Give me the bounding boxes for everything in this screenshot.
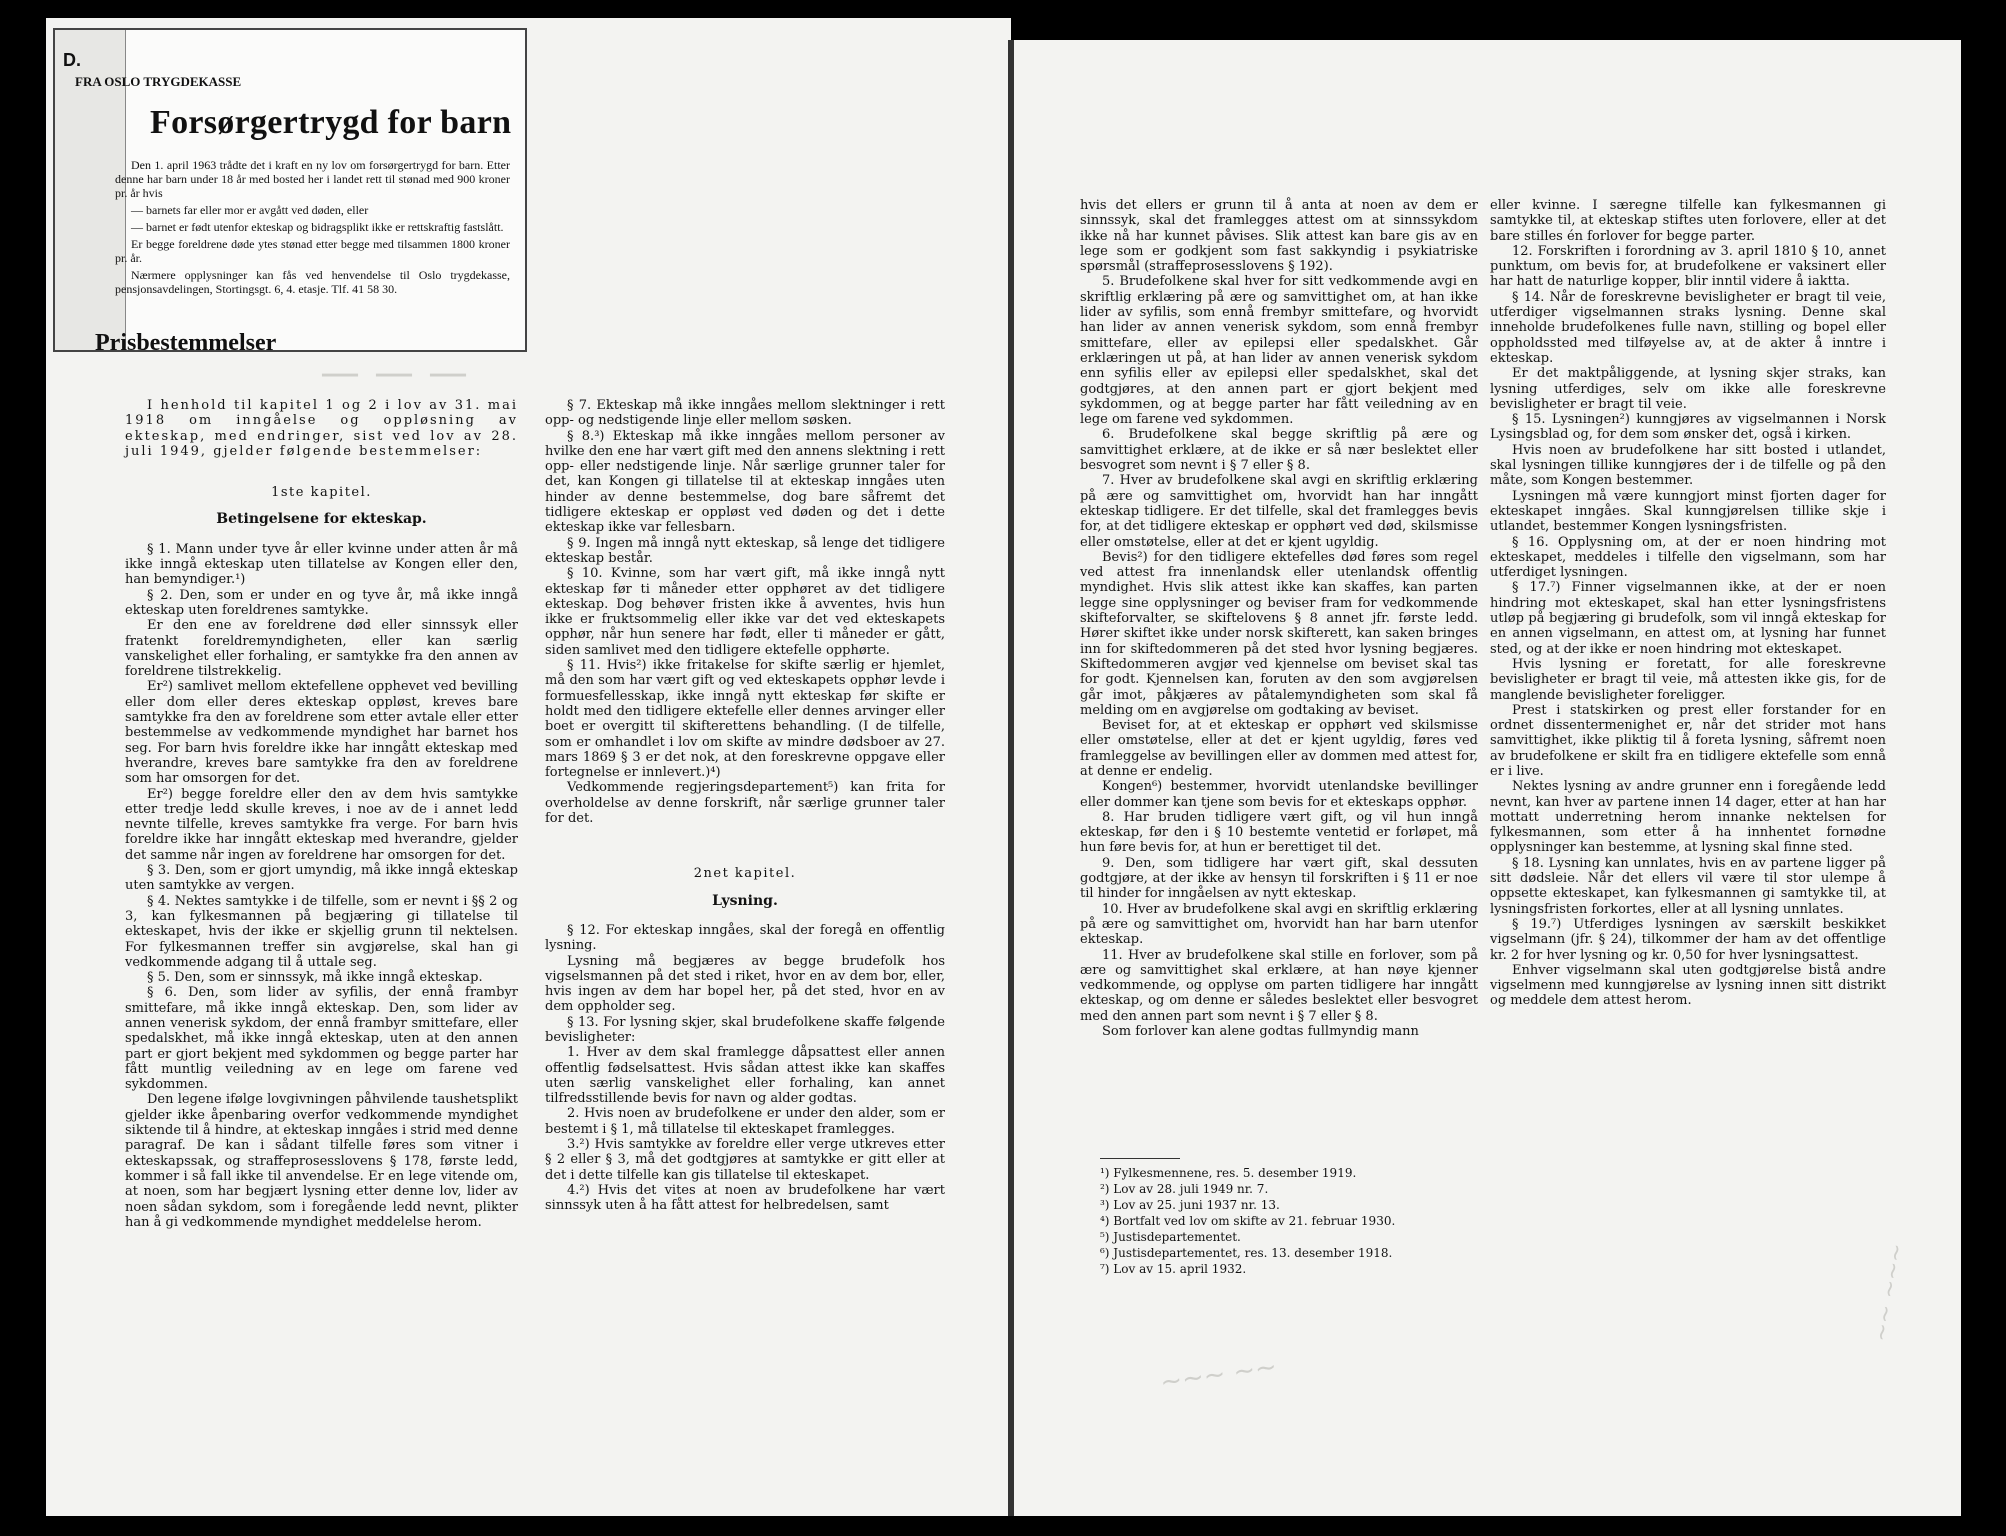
intro-paragraph: I henhold til kapitel 1 og 2 i lov av 31. mai 1918 om inngåelse og oppløsning av ekteskap, med endringer, sist ved lov av 28. juli 1949, gjelder følgende bestemmelser:: [125, 398, 518, 459]
bleed-through-handwriting: ~~~ ~~: [1158, 1351, 1279, 1399]
chapter-title: Lysning.: [712, 892, 778, 909]
paragraph: eller kvinne. I særegne tilfelle kan fylkesmannen gi samtykke til, at ekteskap stiftes uten forlovere, eller at det bare stilles én forlover for begge parter.: [1490, 198, 1886, 244]
paragraph: Prest i statskirken og prest eller forstander for en ordnet dissentermenighet er, når det strider mot hans samvittighet, ikke pliktig til å foreta lysning, såfremt noen av brudefolkene er skilt fra en tidligere ektefelle som ennå er i live.: [1490, 702, 1886, 779]
paragraph: 3.²) Hvis samtykke av foreldre eller verge utkreves etter § 2 eller § 3, må det godtgjøres at samtykke er gitt eller at det i dette tilfelle kan gis tillatelse til ekteskapet.: [545, 1137, 945, 1183]
clipping-bullet: — barnets far eller mor er avgått ved døden, eller: [131, 203, 369, 217]
newspaper-clipping: [53, 28, 527, 352]
column-4: [1490, 198, 1886, 1009]
paragraph: Vedkommende regjeringsdepartement⁵) kan frita for overholdelse av denne forskrift, når særlige grunner taler for det.: [545, 780, 945, 827]
paragraph: § 2. Den, som er under en og tyve år, må ikke inngå ekteskap uten foreldrenes samtykke.: [125, 587, 518, 618]
paragraph: 11. Hver av brudefolkene skal stille en forlover, som på ære og samvittighet skal erklære, at han nøye kjenner vedkommende, og opplyse om parten tidligere har inngått ekteskap, og om denne er således beslektet eller besvogret med den annen part som nevnt i § 7 eller § 8.: [1080, 947, 1478, 1024]
paragraph: § 5. Den, som er sinnssyk, må ikke inngå ekteskap.: [147, 970, 483, 986]
paragraph: § 7. Ekteskap må ikke inngåes mellom slektninger i rett opp- og nedstigende linje eller mellom søsken.: [545, 398, 945, 429]
paragraph: Som forlover kan alene godtas fullmyndig mann: [1102, 1024, 1419, 1040]
paragraph: 1. Hver av dem skal framlegge dåpsattest eller annen offentlig fødselsattest. Hvis sådan attest ikke kan skaffes uten særlig vanskelighet eller forhaling, kan annet tilfredsstillende bevis for navn og alder godtas.: [545, 1045, 945, 1107]
paragraph: Er den ene av foreldrene død eller sinnssyk eller fratenkt foreldremyndigheten, eller kan særlig vanskelighet eller forhaling, er samtykke fra den annen av foreldrene tilstrekkelig.: [125, 618, 518, 680]
tape-letter: D.: [63, 50, 81, 70]
chapter-heading: 2net kapitel.: [693, 866, 797, 882]
paragraph: § 15. Lysningen²) kunngjøres av vigselmannen i Norsk Lysingsblad og, for dem som ønsker det, også i kirken.: [1490, 412, 1886, 443]
paragraph: § 16. Opplysning om, at der er noen hindring mot ekteskapet, meddeles i tilfelle den vigselmann, som har utferdiget lysningen.: [1490, 534, 1886, 581]
clipping-paragraph: Den 1. april 1963 trådte det i kraft en ny lov om forsørgertrygd for barn. Etter denne har barn under 18 år med bosted her i landet rett til stønad med 900 kroner pr. år hvis: [115, 158, 510, 200]
paragraph: § 18. Lysning kan unnlates, hvis en av partene ligger på sitt dødsleie. Når det ellers vil være til stor ulempe å oppsette ekteskapet, kan fylkesmannen gi samtykke til, at lysningsfristen forkortes, eller at all lysning unnlates.: [1490, 855, 1886, 917]
paragraph: § 3. Den, som er gjort umyndig, må ikke inngå ekteskap uten samtykke av vergen.: [125, 863, 518, 894]
clipping-title: Forsørgertrygd for barn: [150, 104, 512, 141]
paragraph: § 6. Den, som lider av syfilis, der ennå frambyr smittefare, må ikke inngå ekteskap. Den, som lider av annen venerisk sykdom, der ennå frambyr smittefare, eller spedalskhet, må ikke inngå ekteskap, uten at den annen part er gjort bekjent med sykdommen og begge parter har fått muntlig veiledning av en lege om farene ved sykdommen.: [125, 985, 518, 1093]
paragraph: 7. Hver av brudefolkene skal avgi en skriftlig erklæring på ære og samvittighet om, hvorvidt han har inngått ekteskap tidligere. Er det tilfelle, skal det framlegges bevis for, at det tidligere ekteskap er opphørt ved død, skilsmisse eller omstøtelse, eller at det er kjent ugyldig.: [1080, 473, 1478, 550]
paragraph: 10. Hver av brudefolkene skal avgi en skriftlig erklæring på ære og samvittighet om, hvorvidt han har barn utenfor ekteskap.: [1080, 901, 1478, 948]
paragraph: Er det maktpåliggende, at lysning skjer straks, kan lysning utferdiges, selv om ikke alle foreskrevne bevisligheter er bragt til veie.: [1490, 366, 1886, 412]
footnote: ⁶) Justisdepartementet, res. 13. desember 1918.: [1100, 1246, 1393, 1260]
paragraph: Bevis²) for den tidligere ektefelles død føres som regel ved attest fra innenlandsk eller utenlandsk offentlig myndighet. Hvis slik attest ikke kan skaffes, kan parten legge sine opplysninger og beviser fram for vedkommende skifteforvalter, se skiftelovens § 8 annet jfr. første ledd. Hører skiftet ikke under norsk skifterett, kan saken bringes inn for skiftedommeren på det sted hvor lysning begjæres. Skiftedommeren avgjør ved kjennelse om beviset skal tas for godt. Kjennelsen kan, foruten av den som avgjørelsen går imot, påkjæres av påtalemyndigheten som skal få melding om en avgjørelse om godtaking av beviset.: [1080, 549, 1478, 718]
column-3: [1080, 198, 1478, 1039]
paragraph: Lysningen må være kunngjort minst fjorten dager for ekteskapet inngåes. Skal kunngjørelsen tillike skje i utlandet, bestemmer Kongen lysningsfristen.: [1490, 488, 1886, 535]
paragraph: 2. Hvis noen av brudefolkene er under den alder, som er bestemt i § 1, må tillatelse til ekteskapet framlegges.: [545, 1106, 945, 1137]
footnote: ⁷) Lov av 15. april 1932.: [1100, 1262, 1247, 1276]
paragraph: 9. Den, som tidligere har vært gift, skal dessuten godtgjøre, at der ikke av hensyn til forskriften i § 11 er noe til hinder for inngåelsen av nytt ekteskap.: [1080, 855, 1478, 902]
paragraph: Hvis lysning er foretatt, for alle foreskrevne bevisligheter er bragt til veie, må attesten ikke gis, for de manglende bevisligheter foreligger.: [1490, 656, 1886, 703]
paragraph: § 9. Ingen må inngå nytt ekteskap, så lenge det tidligere ekteskap består.: [545, 535, 945, 566]
footnote-rule: [1100, 1158, 1180, 1159]
paragraph: hvis det ellers er grunn til å anta at noen av dem er sinnssyk, skal det framlegges attest om at sinnssykdom ikke nå har kunnet påvises. Slik attest kan bare gis av en lege som er godkjent som fast sakkyndig i psykiatriske spørsmål (straffeprosesslovens § 192).: [1080, 198, 1478, 275]
clipping-next-heading: Prisbestemmelser: [95, 330, 277, 352]
paragraph: § 13. For lysning skjer, skal brudefolkene skaffe følgende bevisligheter:: [545, 1014, 945, 1045]
footnotes: [1100, 1165, 1460, 1277]
paragraph: § 1. Mann under tyve år eller kvinne under atten år må ikke inngå ekteskap uten tillatelse av Kongen eller den, han bemyndiger.¹): [125, 541, 518, 588]
paragraph: Beviset for, at et ekteskap er opphørt ved skilsmisse eller omstøtelse, eller at det er kjent ugyldig, føres ved framleggelse av bevillingen eller av dommen med attest for, at denne er endelig.: [1080, 718, 1478, 779]
paragraph: Er²) begge foreldre eller den av dem hvis samtykke etter tredje ledd skulle kreves, i noe av de i annet ledd nevnte tilfelle, kreves samtykke fra verge. For barn hvis foreldre ikke har inngått ekteskap med hverandre, gjelder det samme når ingen av foreldrene har omsorgen for det.: [125, 786, 518, 863]
paragraph: Kongen⁶) bestemmer, hvorvidt utenlandske bevillinger eller dommer kan tjene som bevis for et ekteskaps opphør.: [1080, 779, 1478, 810]
chapter-title: Betingelsene for ekteskap.: [216, 511, 427, 528]
bleed-through-text: ———: [320, 350, 482, 396]
paragraph: § 12. For ekteskap inngåes, skal der foregå en offentlig lysning.: [545, 922, 945, 954]
clipping-source: FRA OSLO TRYGDEKASSE: [75, 74, 242, 89]
paragraph: 12. Forskriften i forordning av 3. april 1810 § 10, annet punktum, om bevis for, at brudefolkene er vaksinert eller har hatt de naturlige kopper, blir inntil videre å iaktta.: [1490, 243, 1886, 290]
paragraph: 8. Har bruden tidligere vært gift, og vil hun inngå ekteskap, før den i § 10 bestemte ventetid er forløpet, må hun føre bevis for, at hun er berettiget til det.: [1080, 809, 1478, 856]
clipping-bullet: — barnet er født utenfor ekteskap og bidragsplikt ikke er rettskraftig fastslått.: [131, 220, 504, 234]
footnote: ¹) Fylkesmennene, res. 5. desember 1919.: [1100, 1166, 1357, 1180]
footnote: ⁴) Bortfalt ved lov om skifte av 21. februar 1930.: [1100, 1214, 1396, 1228]
book-gutter: [1008, 40, 1014, 1516]
clipping-body: [115, 158, 510, 299]
paragraph: § 19.⁷) Utferdiges lysningen av særskilt beskikket vigselmann (jfr. § 24), tilkommer der ham av det offentlige kr. 2 for hver lysning og kr. 0,50 for hver lysningsattest.: [1490, 916, 1886, 963]
paragraph: § 11. Hvis²) ikke fritakelse for skifte særlig er hjemlet, må den som har vært gift og ved ekteskapets opphør levde i formuesfellesskap, ikke inngå nytt ekteskap før skifte er holdt med den tidligere ektefelle eller dennes arvinger eller boet er overgitt til skifterettens behandling. (I de tilfelle, som er omhandlet i lov om skifte av mindre dødsboer av 27. mars 1869 § 3 er det nok, at den foreskrevne oppgave eller fortegnelse er innlevert.)⁴): [545, 658, 945, 781]
footnote: ⁵) Justisdepartementet.: [1100, 1230, 1241, 1244]
column-2: [545, 398, 945, 1214]
footnote: ³) Lov av 25. juni 1937 nr. 13.: [1100, 1198, 1280, 1212]
paragraph: 5. Brudefolkene skal hver for sitt vedkommende avgi en skriftlig erklæring på ære og samvittighet om, at han ikke lider av syfilis, som ennå frembyr smittefare, og hvorvidt han lider av annen venerisk sykdom, som ennå frembyr smittefare, eller av epilepsi eller spedalskhet. Går erklæringen ut på, at han lider av annen venerisk sykdom enn syfilis eller av epilepsi eller spedalskhet, skal det godtgjøres, at den annen part er gjort bekjent med sykdommen, og at begge parter har fått veiledning av en lege om farene ved sykdommen.: [1080, 274, 1478, 428]
paragraph: Hvis noen av brudefolkene har sitt bosted i utlandet, skal lysningen tillike kunngjøres der i de tilfelle og på den måte, som Kongen bestemmer.: [1490, 442, 1886, 489]
footnote: ²) Lov av 28. juli 1949 nr. 7.: [1100, 1182, 1269, 1196]
column-1: [125, 398, 518, 1230]
paragraph: § 17.⁷) Finner vigselmannen ikke, at der er noen hindring mot ekteskapet, skal han etter lysningsfristens utløp på begjæring gi brudefolk, som vil inngå ekteskap for en annen vigselmann, en attest om, at lysning har funnet sted, og at der ikke er noen hindring mot ekteskapet.: [1490, 580, 1886, 657]
chapter-heading: 1ste kapitel.: [271, 485, 372, 501]
paragraph: Den legene ifølge lovgivningen påhvilende taushetsplikt gjelder ikke åpenbaring overfor vedkommende myndighet siktende til å hindre, at ekteskap inngåes i strid med denne paragraf. De kan i sådant tilfelle føres som vitner i ekteskapssak, og straffeprosesslovens § 178, første ledd, kommer i så fall ikke til anvendelse. Er en lege vitende om, at noen, som har begjært lysning etter denne lov, lider av noen sådan sykdom, som i foregående ledd nevnt, plikter han å gi vedkommende myndighet meddelelse herom.: [125, 1092, 518, 1230]
paragraph: § 14. Når de foreskrevne bevisligheter er bragt til veie, utferdiger vigselmannen straks lysning. Denne skal inneholde brudefolkenes fulle navn, stilling og bopel eller oppholdssted med tilføyelse av, at de akter å inntre i ekteskap.: [1490, 289, 1886, 366]
bleed-through-handwriting: ~~ ~~~: [1868, 1241, 1911, 1344]
paragraph: 6. Brudefolkene skal begge skriftlig på ære og samvittighet erklære, at de ikke er så nær beslektet eller besvogret som nevnt i § 7 eller § 8.: [1080, 427, 1478, 474]
paragraph: Er²) samlivet mellom ektefellene opphevet ved bevilling eller dom eller deres ekteskap oppløst, kreves bare samtykke fra den av foreldrene som etter avtale eller etter bestemmelse av vedkommende myndighet har barnet hos seg. For barn hvis foreldre ikke har inngått ekteskap med hverandre, kreves bare samtykke fra den av foreldrene som har omsorgen for det.: [125, 679, 518, 787]
clipping-paragraph: Er begge foreldrene døde ytes stønad etter begge med tilsammen 1800 kroner pr. år.: [115, 237, 510, 265]
paragraph: Enhver vigselmann skal uten godtgjørelse bistå andre vigselmenn med kunngjørelse av lysning innen sitt distrikt og meddele dem attest herom.: [1490, 962, 1886, 1009]
paragraph: § 4. Nektes samtykke i de tilfelle, som er nevnt i §§ 2 og 3, kan fylkesmannen på begjæring gi tillatelse til ekteskapet, hvis der ikke er skjellig grunn til nektelsen. For fylkesmannen treffer sin avgjørelse, skal han gi vedkommende adgang til å uttale seg.: [125, 893, 518, 970]
paragraph: 4.²) Hvis det vites at noen av brudefolkene har vært sinnssyk uten å ha fått attest for helbredelsen, samt: [545, 1182, 945, 1214]
paragraph: § 8.³) Ekteskap må ikke inngåes mellom personer av hvilke den ene har vært gift med den annens slektning i rett opp- eller nedstigende linje. Når særlige grunner taler for det, kan Kongen gi tillatelse til at ekteskap inngåes uten hinder av denne bestemmelse, dog bare såfremt det tidligere ekteskap er oppløst ved døden og det i dette ekteskap ikke var fellesbarn.: [545, 428, 945, 536]
paragraph: Lysning må begjæres av begge brudefolk hos vigselsmannen på det sted i riket, hvor en av dem bor, eller, hvis ingen av dem har bopel her, på det sted, hvor en av dem oppholder seg.: [545, 953, 945, 1015]
clipping-paragraph: Nærmere opplysninger kan fås ved henvendelse til Oslo trygdekasse, pensjonsavdelingen, Stortingsgt. 6, 4. etasje. Tlf. 41 58 30.: [115, 268, 510, 296]
paragraph: § 10. Kvinne, som har vært gift, må ikke inngå nytt ekteskap før ti måneder etter opphøret av det tidligere ekteskap. Dog behøver fristen ikke å avventes, hvis hun ikke er fruktsommelig eller ikke var det ved ekteskapets opphør, når hun senere har født, eller ti måneder er gått, siden samlivet med den tidligere ektefelle opphørte.: [545, 566, 945, 658]
paragraph: Nektes lysning av andre grunner enn i foregående ledd nevnt, kan hver av partene innen 14 dager, etter at han har mottatt underretning herom innanke nektelsen for fylkesmannen, som etter å ha innhentet fornødne opplysninger kan bestemme, at lysning skal finne sted.: [1490, 779, 1886, 856]
